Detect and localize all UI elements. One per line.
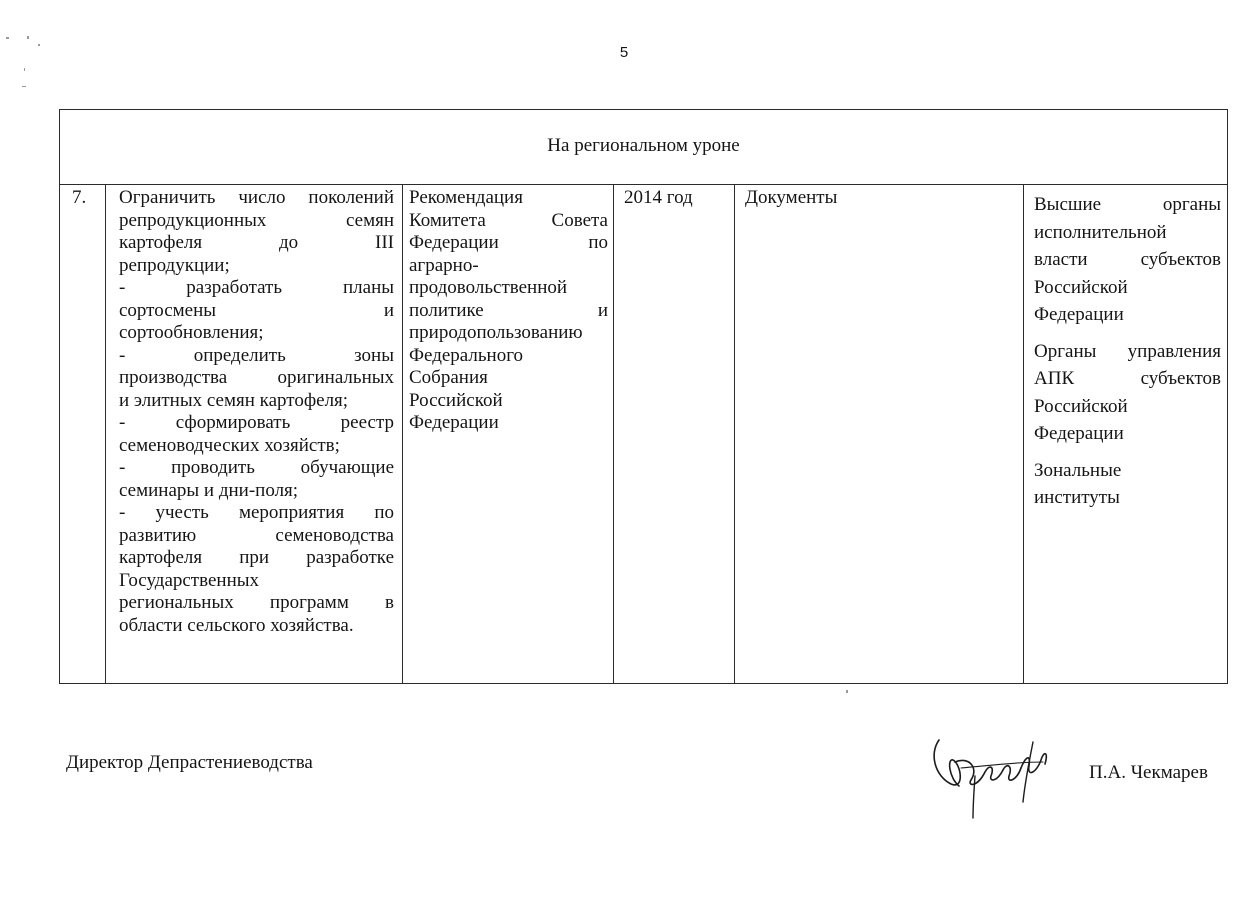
scan-speck [22, 86, 26, 87]
basis-line: продовольственной [409, 277, 568, 298]
basis-text [409, 187, 608, 435]
basis-line: Федерального [409, 344, 524, 366]
measure-line: семеноводческих хозяйств; [119, 434, 340, 456]
basis-line: Российской [409, 389, 503, 411]
section-header-row [60, 110, 1228, 185]
executors-cell [1024, 185, 1228, 684]
measure-line: и элитных семян картофеля; [119, 389, 349, 411]
measure-line: семинары и дни-поля; [119, 479, 299, 501]
executor-item: Органы управления АПК субъектов Российской Федерации [1034, 340, 1221, 444]
scan-speck [846, 690, 848, 693]
measure-line: сортообновления; [119, 322, 264, 343]
scan-speck [38, 44, 40, 46]
measure-line: репродукции; [119, 254, 230, 276]
scan-speck [6, 37, 9, 39]
measures-cell [106, 185, 403, 684]
basis-line: политике и [409, 299, 608, 321]
page-number: 5 [619, 44, 629, 61]
signer-name: П.А. Чекмарев [1089, 762, 1208, 783]
measure-line: картофеля при разработке [119, 547, 394, 568]
scan-speck [27, 36, 29, 39]
scan-speck [24, 68, 25, 71]
measures-table [59, 109, 1228, 684]
measure-line: картофеля до III [119, 232, 394, 253]
measure-line: области сельского хозяйства. [119, 614, 354, 636]
measure-line: - определить зоны [119, 344, 394, 366]
signer-title: Директор Депрастениеводства [66, 752, 313, 773]
basis-line: Комитета Совета [409, 209, 608, 231]
measure-line: - разработать планы [119, 277, 394, 298]
measure-line: развитию семеноводства [119, 524, 394, 546]
deadline-cell: 2014 год [614, 185, 735, 684]
measure-line: региональных программ в [119, 592, 394, 613]
measure-line: - учесть мероприятия по [119, 502, 394, 523]
executor-item: Высшие органы исполнительной власти субъектов Российской Федерации [1034, 194, 1221, 325]
basis-line: Федерации по [409, 232, 608, 253]
basis-line: Федерации [409, 412, 499, 433]
measure-line: сортосмены и [119, 299, 394, 321]
result-form-cell: Документы [735, 185, 1024, 684]
table-row [60, 185, 1228, 684]
measure-line: Ограничить число поколений [119, 187, 394, 208]
section-title: На региональном уроне [547, 134, 740, 156]
measure-line: репродукционных семян [119, 209, 394, 231]
section-title-cell [60, 110, 1228, 185]
basis-line: Собрания [409, 367, 488, 388]
measure-line: производства оригинальных [119, 367, 394, 388]
row-number: 7. [60, 185, 106, 684]
basis-cell [403, 185, 614, 684]
measures-text [119, 187, 394, 637]
basis-line: Рекомендация [409, 187, 523, 208]
basis-line: аграрно- [409, 254, 479, 276]
measure-line: - сформировать реестр [119, 412, 394, 433]
measure-line: - проводить обучающие [119, 457, 394, 478]
executor-item: Зональные институты [1034, 459, 1122, 508]
basis-line: природопользованию [409, 322, 583, 343]
handwritten-signature [925, 732, 1060, 820]
measure-line: Государственных [119, 569, 260, 591]
